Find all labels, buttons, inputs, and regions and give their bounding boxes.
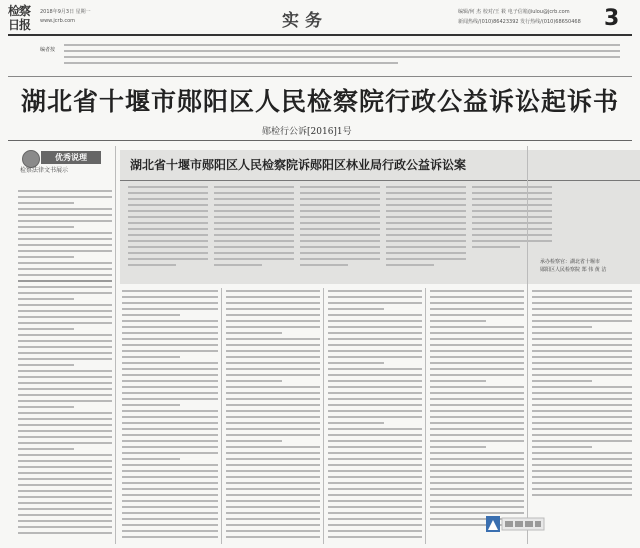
case-summary-title: 湖北省十堰市郧阳区人民检察院诉郧阳区林业局行政公益诉讼案 (130, 158, 467, 172)
box-column-3 (300, 186, 380, 276)
body-column-5 (532, 290, 632, 506)
excellent-reasoning-badge: 优秀说理 (41, 151, 101, 164)
intro-text (64, 44, 620, 74)
body-column-3 (328, 290, 422, 542)
box-column-1 (128, 186, 208, 276)
intro-rule (8, 76, 632, 77)
box-column-5 (472, 186, 552, 256)
issue-date: 2018年9月3日 星期一 (40, 9, 91, 15)
document-number: 郧检行公诉[2016]1号 (262, 127, 352, 137)
masthead-logo: 检察日报 (8, 4, 31, 32)
case-summary-rule (120, 180, 640, 181)
hotline-info: 新闻热线/(010)86423392 发行热线/(010)68650468 (458, 19, 581, 25)
body-column-1 (122, 290, 218, 542)
intro-label: 编者按 (40, 47, 56, 53)
sidebar-subtitle: 检察法律文书展示 (20, 167, 69, 174)
column-divider (323, 288, 324, 544)
article-title: 湖北省十堰市郧阳区人民检察院行政公益诉讼起诉书 (20, 87, 619, 116)
column-divider (221, 288, 222, 544)
section-title: 实务 (282, 11, 328, 31)
prosecutor-signature-line1: 承办检察官：湖北省十堰市 (540, 259, 601, 265)
column-divider (527, 146, 528, 544)
left-column-text (18, 190, 112, 540)
title-rule (8, 140, 632, 141)
page-number: 3 (604, 6, 620, 31)
body-column-4 (430, 290, 524, 542)
header-rule (8, 34, 632, 36)
website-url: www.jcrb.com (40, 18, 76, 24)
box-column-4 (386, 186, 466, 276)
editor-info: 编辑/何 杰 校对/王 筱 电子信箱/jiulou@jcrb.com (458, 9, 570, 15)
column-divider (115, 146, 116, 544)
prosecutor-signature-line2: 郧阳区人民检察院 郑 伟 黄 洁 (540, 267, 607, 273)
column-divider (425, 288, 426, 544)
box-column-2 (214, 186, 294, 276)
site-watermark-logo (484, 510, 546, 536)
body-column-2 (226, 290, 320, 542)
